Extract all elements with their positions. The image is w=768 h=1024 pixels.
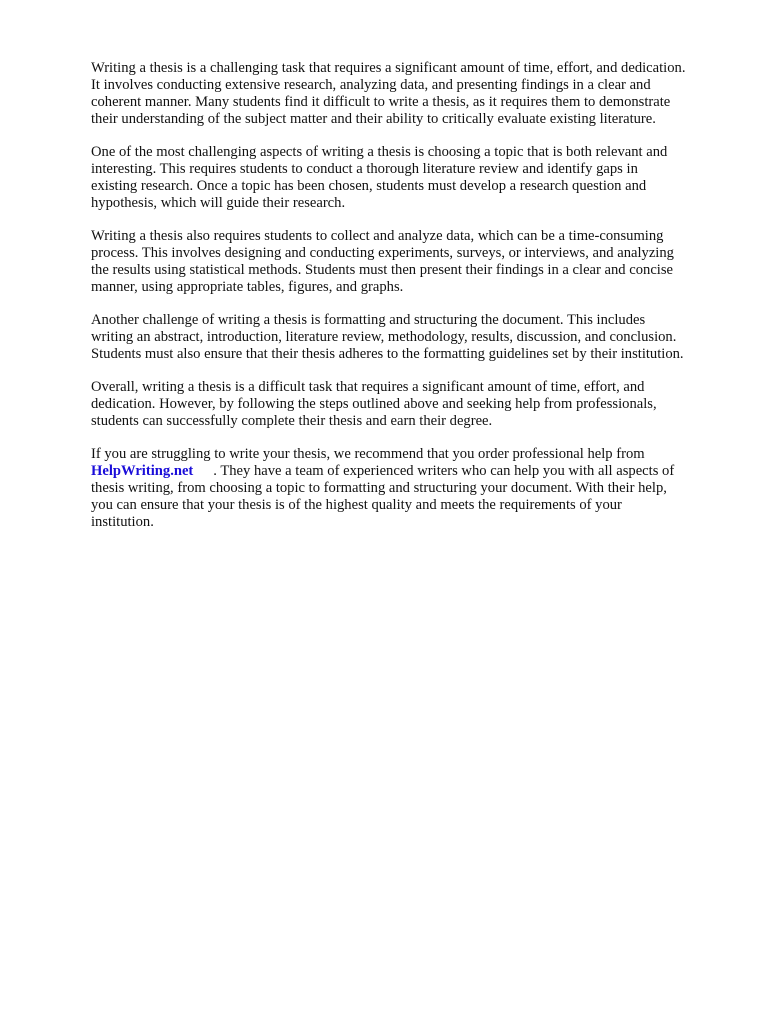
paragraph-1: [91, 60, 731, 128]
paragraph-line: existing research. Once a topic has been chosen, students must develop a research question and: [91, 178, 647, 194]
paragraph-2: [91, 144, 731, 212]
paragraph-line: Students must also ensure that their thesis adheres to the formatting guidelines set by their institution.: [91, 346, 684, 362]
paragraph-line: writing an abstract, introduction, literature review, methodology, results, discussion, and conclusion.: [91, 329, 677, 345]
paragraph-line: coherent manner. Many students find it difficult to write a thesis, as it requires them to demonstrate: [91, 94, 671, 110]
paragraph-4: [91, 312, 731, 363]
paragraph-line: hypothesis, which will guide their research.: [91, 195, 346, 211]
paragraph-line: institution.: [91, 514, 154, 530]
paragraph-line: Writing a thesis is a challenging task that requires a significant amount of time, effort, and dedication.: [91, 60, 686, 76]
paragraph-line: It involves conducting extensive research, analyzing data, and presenting findings in a clear and: [91, 77, 651, 93]
paragraph-line: students can successfully complete their thesis and earn their degree.: [91, 413, 493, 429]
paragraph-line: the results using statistical methods. Students must then present their findings in a clear and concise: [91, 262, 674, 278]
paragraph-line: process. This involves designing and conducting experiments, surveys, or interviews, and analyzing: [91, 245, 674, 261]
paragraph-line: dedication. However, by following the steps outlined above and seeking help from professionals,: [91, 396, 657, 412]
paragraph-6: [91, 446, 731, 531]
paragraph-line: One of the most challenging aspects of writing a thesis is choosing a topic that is both relevant and: [91, 144, 668, 160]
paragraph-line: their understanding of the subject matter and their ability to critically evaluate existing literature.: [91, 111, 656, 127]
document-body: [91, 60, 731, 547]
helpwriting-link[interactable]: HelpWriting.net: [91, 463, 194, 479]
paragraph-line-with-link: [91, 463, 731, 480]
paragraph-line: Another challenge of writing a thesis is formatting and structuring the document. This includes: [91, 312, 646, 328]
paragraph-5: [91, 379, 731, 430]
paragraph-line: Overall, writing a thesis is a difficult task that requires a significant amount of time, effort, and: [91, 379, 645, 395]
paragraph-line: thesis writing, from choosing a topic to formatting and structuring your document. With their help,: [91, 480, 667, 496]
paragraph-line-rest: . They have a team of experienced writers who can help you with all aspects of: [213, 463, 675, 479]
paragraph-line: manner, using appropriate tables, figures, and graphs.: [91, 279, 404, 295]
paragraph-line: Writing a thesis also requires students to collect and analyze data, which can be a time-consuming: [91, 228, 664, 244]
paragraph-line: If you are struggling to write your thesis, we recommend that you order professional help from: [91, 446, 645, 462]
paragraph-line: interesting. This requires students to conduct a thorough literature review and identify gaps in: [91, 161, 638, 177]
paragraph-line: you can ensure that your thesis is of the highest quality and meets the requirements of your: [91, 497, 622, 513]
paragraph-3: [91, 228, 731, 296]
